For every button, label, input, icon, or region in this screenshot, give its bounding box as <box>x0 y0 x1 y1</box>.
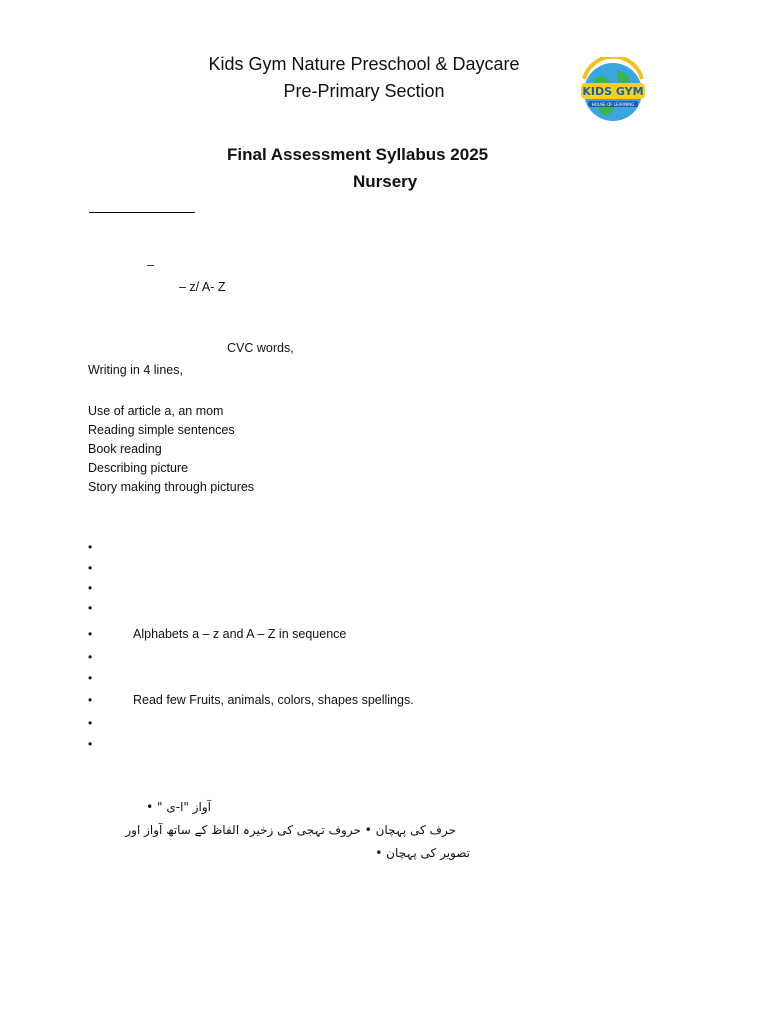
school-logo <box>578 57 648 123</box>
school-name: Kids Gym Nature Preschool & Daycare <box>208 54 520 74</box>
bullet-icon: • <box>88 737 93 751</box>
class-name: Nursery <box>353 172 418 191</box>
bullet-icon: • <box>88 627 93 641</box>
section-name: Pre-Primary Section <box>283 81 445 101</box>
alphabet-range: – z/ A- Z <box>179 280 226 294</box>
syllabus-item: Describing picture <box>88 461 189 475</box>
logo-text: KIDS GYM <box>582 85 644 98</box>
bullet-icon: • <box>88 540 93 554</box>
syllabus-item: Book reading <box>88 442 162 456</box>
bullet-icon: • <box>88 581 93 595</box>
writing-lines: Writing in 4 lines, <box>88 363 183 377</box>
globe-logo-icon <box>578 57 648 123</box>
bullet-icon: • <box>88 601 93 615</box>
urdu-line-2: حرف کی پہچان • حروف تہجی کی زخیرہ الفاظ کے ساتھ آواز اور <box>125 823 456 837</box>
syllabus-title: Final Assessment Syllabus 2025 <box>227 145 489 164</box>
bullet-icon: • <box>88 650 93 664</box>
bullet-icon: • <box>88 671 93 685</box>
section-underline <box>89 212 195 213</box>
bullet-icon: • <box>88 693 93 707</box>
syllabus-item: Reading simple sentences <box>88 423 235 437</box>
logo-subtext: HOUSE OF LEARNING <box>591 102 635 107</box>
cvc-words: CVC words, <box>227 341 294 355</box>
syllabus-item: Story making through pictures <box>88 480 255 494</box>
urdu-line-3: تصویر کی پہچان • <box>375 846 470 860</box>
urdu-line-1: آواز "ا-ی " • <box>146 800 211 814</box>
bullet-icon: • <box>88 716 93 730</box>
bullet-icon: • <box>88 561 93 575</box>
syllabus-item: Use of article a, an mom <box>88 404 224 418</box>
dash-line: – <box>147 258 154 272</box>
